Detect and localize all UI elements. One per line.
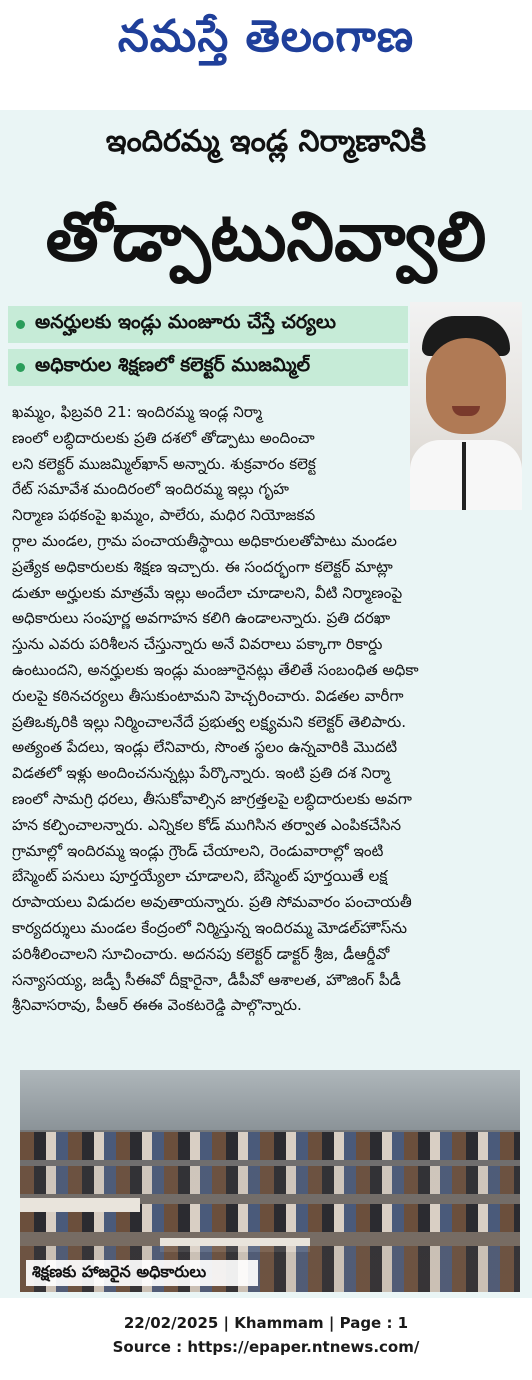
highlights-list [8, 306, 408, 392]
body-line: అధికారులు సంపూర్ణ అవగాహన కలిగి ఉండాలన్నారు. ప్రతి దరఖా [12, 609, 391, 628]
headline-text: తోడ్పాటునివ్వాలి [45, 197, 487, 277]
highlight-text: అధికారుల శిక్షణలో కలెక్టర్ ముజమ్మిల్ [35, 354, 311, 376]
caption-text: శిక్షణకు హాజరైన అధికారులు [32, 1261, 207, 1281]
highlight-item [8, 349, 408, 386]
article-body [12, 400, 518, 1019]
article-panel [0, 110, 532, 1298]
body-line: రులపై కఠినచర్యలు తీసుకుంటామని హెచ్చరించారు. విడతల వారీగా [12, 686, 404, 705]
bullet-icon [16, 320, 25, 329]
highlight-text: అనర్హులకు ఇండ్లు మంజూరు చేస్తే చర్యలు [35, 311, 336, 333]
body-line: అత్యంత పేదలు, ఇండ్లు లేనివారు, సొంత స్థలం ఉన్నవారికి మొదటి [12, 738, 398, 757]
body-line: శ్రీనివాసరావు, పీఆర్ ఈఈ వెంకటరెడ్డి పాల్గొన్నారు. [12, 996, 302, 1015]
body-line: బేస్మెంట్ పనులు పూర్తయ్యేలా చూడాలని, బేస్మెంట్ పూర్తయితే లక్ష [12, 867, 388, 886]
highlight-item [8, 306, 408, 343]
bullet-icon [16, 363, 25, 372]
body-line: స్తును ఎవరు పరిశీలన చేస్తున్నారు అనే వివరాలు పక్కాగా రికార్డు [12, 635, 383, 654]
edition-info: 22/02/2025 | Khammam | Page : 1 [123, 1314, 409, 1332]
masthead [0, 0, 532, 84]
body-line: పరిశీలించాలని సూచించారు. అదనపు కలెక్టర్ డాక్టర్ శ్రీజ, డీఆర్డీవో [12, 944, 390, 963]
newspaper-name: నమస్తే తెలంగాణ [117, 11, 415, 62]
body-line: డుతూ అర్హులకు మాత్రమే ఇల్లు అందేలా చూడాలని, వీటి నిర్మాణంపై [12, 583, 403, 602]
body-line: సన్యాసయ్య, జడ్పీ సీఈవో దీక్షారైనా, డీపీవో ఆశాలత, హౌజింగ్ పీడీ [12, 970, 401, 989]
body-line: కార్యదర్శులు మండల కేంద్రంలో నిర్మిస్తున్న ఇందిరమ్మ మోడల్‌హౌస్‌ను [12, 918, 408, 937]
body-line: ప్రతిఒక్కరికి ఇల్లు నిర్మించాలనేదే ప్రభుత్వ లక్ష్యమని కలెక్టర్ తెలిపారు. [12, 712, 407, 731]
photo-caption [26, 1260, 258, 1286]
body-line: రూపాయలు విడుదల అవుతాయన్నారు. ప్రతి సోమవారం పంచాయతీ [12, 893, 412, 912]
body-line: నిర్మాణ పథకంపై ఖమ్మం, పాలేరు, మధిర నియోజకవ [12, 506, 316, 525]
body-line: రేట్ సమావేశ మందిరంలో ఇందిరమ్మ ఇల్లు గృహ [12, 480, 289, 499]
source-link: Source : https://epaper.ntnews.com/ [112, 1338, 420, 1356]
kicker-text: ఇందిరమ్మ ఇండ్ల నిర్మాణానికి [105, 124, 427, 159]
body-line: హన కల్పించాలన్నారు. ఎన్నికల కోడ్ ముగిసిన తర్వాత ఎంపికచేసిన [12, 815, 402, 834]
article-kicker [0, 110, 532, 180]
body-line: ప్రత్యేక అధికారులకు శిక్షణ ఇచ్చారు. ఈ సందర్భంగా కలెక్టర్ మాట్లా [12, 557, 393, 576]
body-line: ర్గాల మండల, గ్రామ పంచాయతీస్థాయి అధికారులతోపాటు మండల [12, 531, 397, 550]
body-line: ణంలో సామగ్రి ధరలు, తీసుకోవాల్సిన జాగ్రత్తలపై లబ్ధిదారులకు అవగా [12, 789, 412, 808]
body-line: ఖమ్మం, ఫిబ్రవరి 21: ఇందిరమ్మ ఇండ్ల నిర్మా [12, 403, 262, 421]
body-line: గ్రామాల్లో ఇందిరమ్మ ఇండ్లు గ్రౌండ్ చేయాలని, రెండువారాల్లో ఇంటి [12, 841, 384, 860]
body-line: లని కలెక్టర్ ముజమ్మిల్‌ఖాన్ అన్నారు. శుక్రవారం కలెక్ట [12, 454, 316, 473]
article-headline [0, 182, 532, 308]
body-line: ఉంటుందని, అనర్హులకు ఇండ్లు మంజూరైనట్లు తేలితే సంబంధిత అధికా [12, 660, 419, 679]
body-line: ణంలో లబ్ధిదారులకు ప్రతి దశలో తోడ్పాటు అందించా [12, 428, 315, 447]
training-group-photo [20, 1070, 520, 1292]
body-line: విడతలో ఇళ్లు అందించనున్నట్లు పేర్కొన్నారు. ఇంటి ప్రతి దశ నిర్మా [12, 764, 390, 783]
